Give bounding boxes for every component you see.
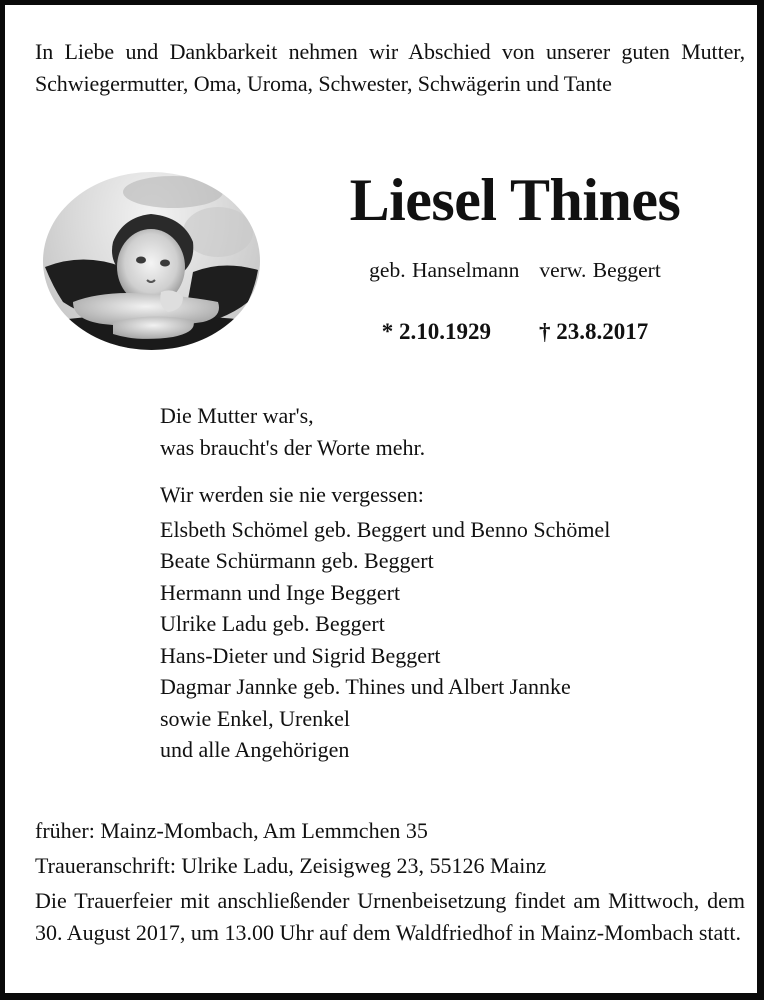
mourner-name: sowie Enkel, Urenkel bbox=[160, 705, 350, 731]
footer-info bbox=[35, 815, 745, 949]
intro-text: In Liebe und Dankbarkeit nehmen wir Abschied von unserer guten Mutter, Schwiegermutter, Oma, Uroma, Schwester, Schwägerin und Tante bbox=[35, 39, 745, 96]
former-address: früher: Mainz-Mombach, Am Lemmchen 35 bbox=[35, 818, 428, 843]
poem-line: was braucht's der Worte mehr. bbox=[160, 434, 426, 460]
mourner-name: Dagmar Jannke geb. Thines und Albert Jannke bbox=[160, 674, 571, 699]
mourner-name: Ulrike Ladu geb. Beggert bbox=[160, 611, 385, 636]
birth-star-icon: * bbox=[381, 319, 394, 344]
birth-date: 2.10.1929 bbox=[399, 319, 491, 344]
mourner-name: Hermann und Inge Beggert bbox=[160, 579, 401, 605]
cherub-image-icon bbox=[43, 172, 260, 350]
poem-and-mourners bbox=[160, 400, 750, 766]
death-cross-icon: † bbox=[539, 319, 551, 344]
mourners-heading: Wir werden sie nie vergessen: bbox=[160, 482, 424, 507]
deceased-name: Liesel Thines bbox=[349, 167, 681, 233]
poem-line: Die Mutter war's, bbox=[160, 403, 314, 428]
maiden-name: geb. Hanselmann bbox=[369, 258, 520, 282]
mourner-name: und alle Angehörigen bbox=[160, 737, 350, 762]
widowed-name: verw. Beggert bbox=[539, 258, 661, 282]
mourning-address: Traueranschrift: Ulrike Ladu, Zeisigweg 23, 55126 Mainz bbox=[35, 853, 547, 878]
mourner-name: Hans-Dieter und Sigrid Beggert bbox=[160, 642, 441, 668]
mourner-name: Beate Schürmann geb. Beggert bbox=[160, 548, 434, 573]
death-date: 23.8.2017 bbox=[556, 319, 649, 344]
birth-names bbox=[305, 256, 725, 284]
life-dates bbox=[305, 317, 725, 347]
mourner-name: Elsbeth Schömel geb. Beggert und Benno Schömel bbox=[160, 516, 611, 542]
ceremony-details: Die Trauerfeier mit anschließender Urnenbeisetzung findet am Mittwoch, dem 30. August 2017, um 13.00 Uhr auf dem Waldfriedhof in Mainz-Mombach statt. bbox=[35, 888, 745, 945]
cherub-photo bbox=[43, 172, 260, 350]
